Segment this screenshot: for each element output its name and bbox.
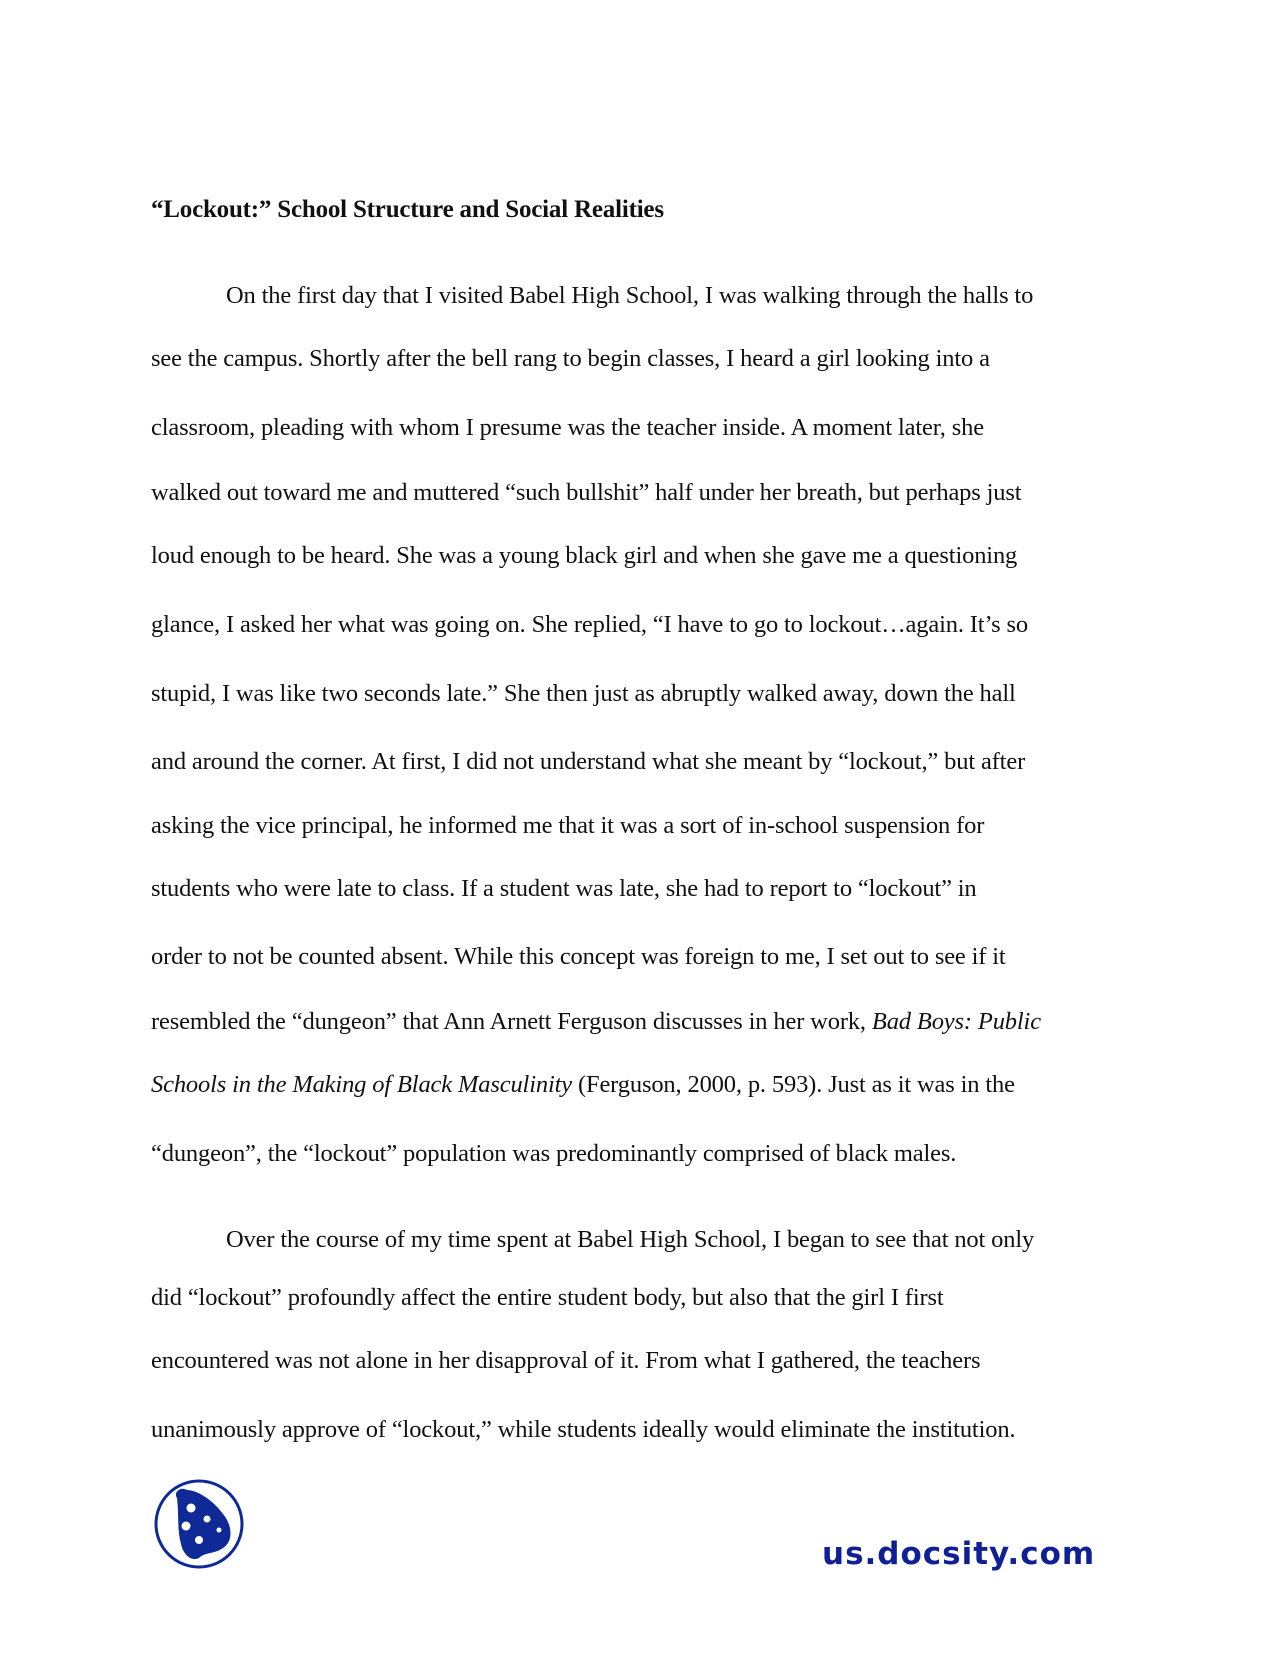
paragraph-1-line-9: asking the vice principal, he informed me that it was a sort of in-school suspension for	[151, 812, 985, 839]
document-title: “Lockout:” School Structure and Social Realities	[151, 196, 664, 223]
paragraph-1-line-11: order to not be counted absent. While this concept was foreign to me, I set out to see if it	[151, 943, 1006, 970]
paragraph-1-line-6: glance, I asked her what was going on. She replied, “I have to go to lockout…again. It’s so	[151, 611, 1028, 638]
paragraph-1-line-5: loud enough to be heard. She was a young black girl and when she gave me a questioning	[151, 542, 1018, 569]
citation-text: (Ferguson, 2000, p. 593). Just as it was in the	[572, 1071, 1015, 1098]
book-title-italic: Schools in the Making of Black Masculinity	[151, 1071, 572, 1098]
docsity-ladybug-logo-icon	[153, 1478, 245, 1570]
paragraph-1-line-8: and around the corner. At first, I did not understand what she meant by “lockout,” but after	[151, 748, 1026, 775]
line-text: resembled the “dungeon” that Ann Arnett Ferguson discusses in her work,	[151, 1008, 872, 1035]
paragraph-1-line-10: students who were late to class. If a student was late, she had to report to “lockout” in	[151, 875, 977, 902]
paragraph-1-line-12	[151, 1008, 1041, 1036]
paragraph-1-line-7: stupid, I was like two seconds late.” She then just as abruptly walked away, down the hall	[151, 680, 1016, 707]
docsity-site-link[interactable]: us.docsity.com	[822, 1536, 1096, 1572]
paragraph-1-line-2: see the campus. Shortly after the bell rang to begin classes, I heard a girl looking into a	[151, 345, 990, 372]
paragraph-1-line-4: walked out toward me and muttered “such bullshit” half under her breath, but perhaps just	[151, 479, 1022, 506]
paragraph-1-line-1: On the first day that I visited Babel High School, I was walking through the halls to	[226, 282, 1034, 309]
paragraph-2-line-2: did “lockout” profoundly affect the entire student body, but also that the girl I first	[151, 1284, 944, 1311]
book-title-italic: Bad Boys: Public	[871, 1008, 1041, 1035]
paragraph-1-line-13	[151, 1071, 1015, 1099]
paragraph-1-line-3: classroom, pleading with whom I presume was the teacher inside. A moment later, she	[151, 414, 984, 441]
paragraph-2-line-4: unanimously approve of “lockout,” while students ideally would eliminate the institution.	[151, 1416, 1016, 1443]
paragraph-1-line-14: “dungeon”, the “lockout” population was predominantly comprised of black males.	[151, 1140, 957, 1167]
paragraph-2-line-3: encountered was not alone in her disapproval of it. From what I gathered, the teachers	[151, 1347, 981, 1374]
paragraph-2-line-1: Over the course of my time spent at Babel High School, I began to see that not only	[226, 1226, 1035, 1253]
